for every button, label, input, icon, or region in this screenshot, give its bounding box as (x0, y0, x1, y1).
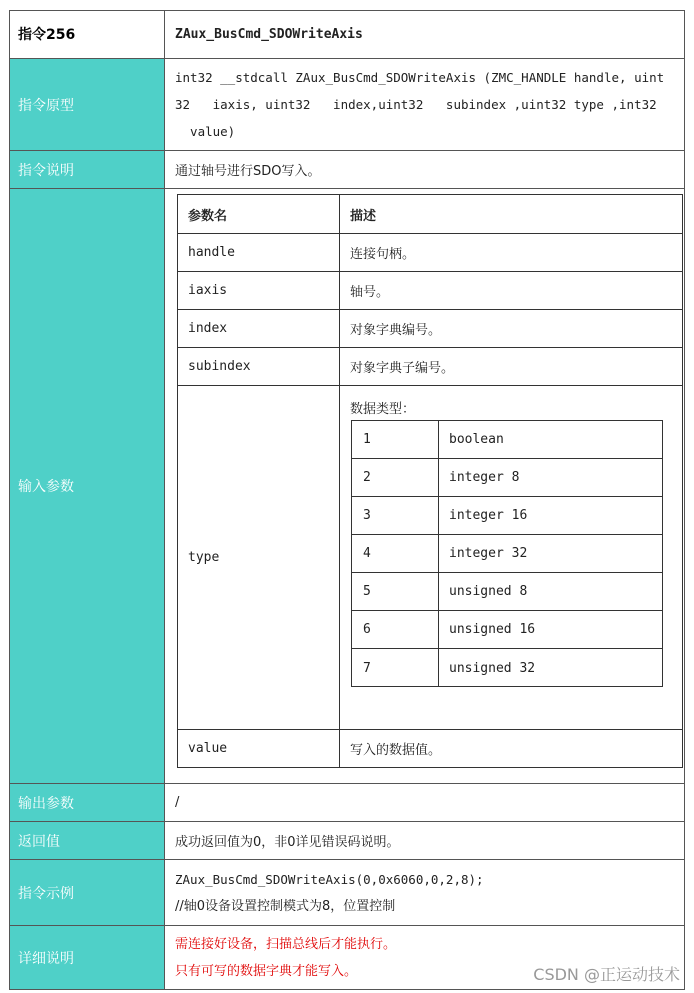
param-desc: 写入的数据值。 (350, 743, 442, 758)
details-line-2: 只有可写的数据字典才能写入。 (175, 964, 358, 979)
description-value: 通过轴号进行SDO写入。 (175, 164, 321, 179)
outputs-label: 输出参数 (9, 784, 165, 821)
description-row (9, 151, 685, 189)
type-table (351, 420, 663, 687)
params-col-desc: 描述 (350, 208, 377, 224)
type-name: unsigned 32 (449, 660, 536, 676)
returns-value: 成功返回值为0，非0详见错误码说明。 (175, 835, 400, 850)
table-row (178, 730, 682, 767)
type-id: 7 (352, 649, 439, 687)
type-id: 1 (352, 421, 439, 458)
type-id: 2 (352, 459, 439, 496)
type-name: integer 16 (449, 508, 528, 523)
type-row (352, 421, 662, 459)
param-name: index (178, 310, 340, 347)
type-name: unsigned 8 (449, 584, 528, 599)
param-name: subindex (178, 348, 340, 385)
type-name: integer 8 (449, 470, 520, 485)
param-desc: 对象字典编号。 (350, 323, 442, 338)
inputs-label: 输入参数 (9, 189, 165, 783)
type-row (352, 573, 662, 611)
details-label: 详细说明 (9, 926, 165, 990)
param-name: handle (178, 234, 340, 271)
type-id: 6 (352, 611, 439, 648)
details-line-1: 需连接好设备，扫描总线后才能执行。 (175, 937, 397, 952)
table-row (178, 234, 682, 272)
table-row (178, 310, 682, 348)
instruction-table (9, 10, 685, 990)
type-id: 3 (352, 497, 439, 534)
type-name: integer 32 (449, 546, 528, 561)
param-desc: 对象字典子编号。 (350, 361, 455, 376)
prototype-label: 指令原型 (9, 59, 165, 150)
prototype-row (9, 59, 685, 151)
params-col-name: 参数名 (178, 195, 340, 233)
prototype-value (165, 59, 685, 150)
type-id: 4 (352, 535, 439, 572)
example-code: ZAux_BusCmd_SDOWriteAxis(0,0x6060,0,2,8); (175, 871, 484, 887)
example-row (9, 860, 685, 926)
type-row (352, 649, 662, 687)
params-header-row (178, 195, 682, 234)
returns-row (9, 822, 685, 860)
outputs-row (9, 784, 685, 822)
param-name: type (178, 386, 340, 729)
header-value: ZAux_BusCmd_SDOWriteAxis (175, 26, 363, 42)
header-label: 指令256 (9, 10, 165, 58)
example-value (165, 860, 685, 925)
example-comment: //轴0设备设置控制模式为8，位置控制 (175, 898, 396, 914)
type-row (352, 611, 662, 649)
prototype-line-2: 32 iaxis, uint32 index,uint32 subindex ,uint32 type ,int32 (175, 97, 657, 112)
outputs-value: / (175, 795, 180, 810)
type-row (352, 459, 662, 497)
type-id: 5 (352, 573, 439, 610)
type-name: boolean (449, 432, 504, 447)
type-row (352, 535, 662, 573)
watermark: CSDN @正运动技术 (533, 965, 680, 984)
prototype-line-3: value) (175, 124, 236, 139)
header-row (9, 10, 685, 59)
param-desc: 轴号。 (350, 285, 390, 300)
type-row (352, 497, 662, 535)
type-name: unsigned 16 (449, 622, 536, 637)
prototype-line-1: int32 __stdcall ZAux_BusCmd_SDOWriteAxis (ZMC_HANDLE handle, uint (175, 70, 665, 85)
description-label: 指令说明 (9, 151, 165, 188)
type-title: 数据类型： (350, 402, 416, 417)
param-desc: 连接句柄。 (350, 247, 416, 262)
example-label: 指令示例 (9, 860, 165, 925)
returns-label: 返回值 (9, 822, 165, 859)
table-row (178, 348, 682, 386)
param-name: value (178, 730, 340, 767)
param-name: iaxis (178, 272, 340, 309)
table-row (178, 272, 682, 310)
